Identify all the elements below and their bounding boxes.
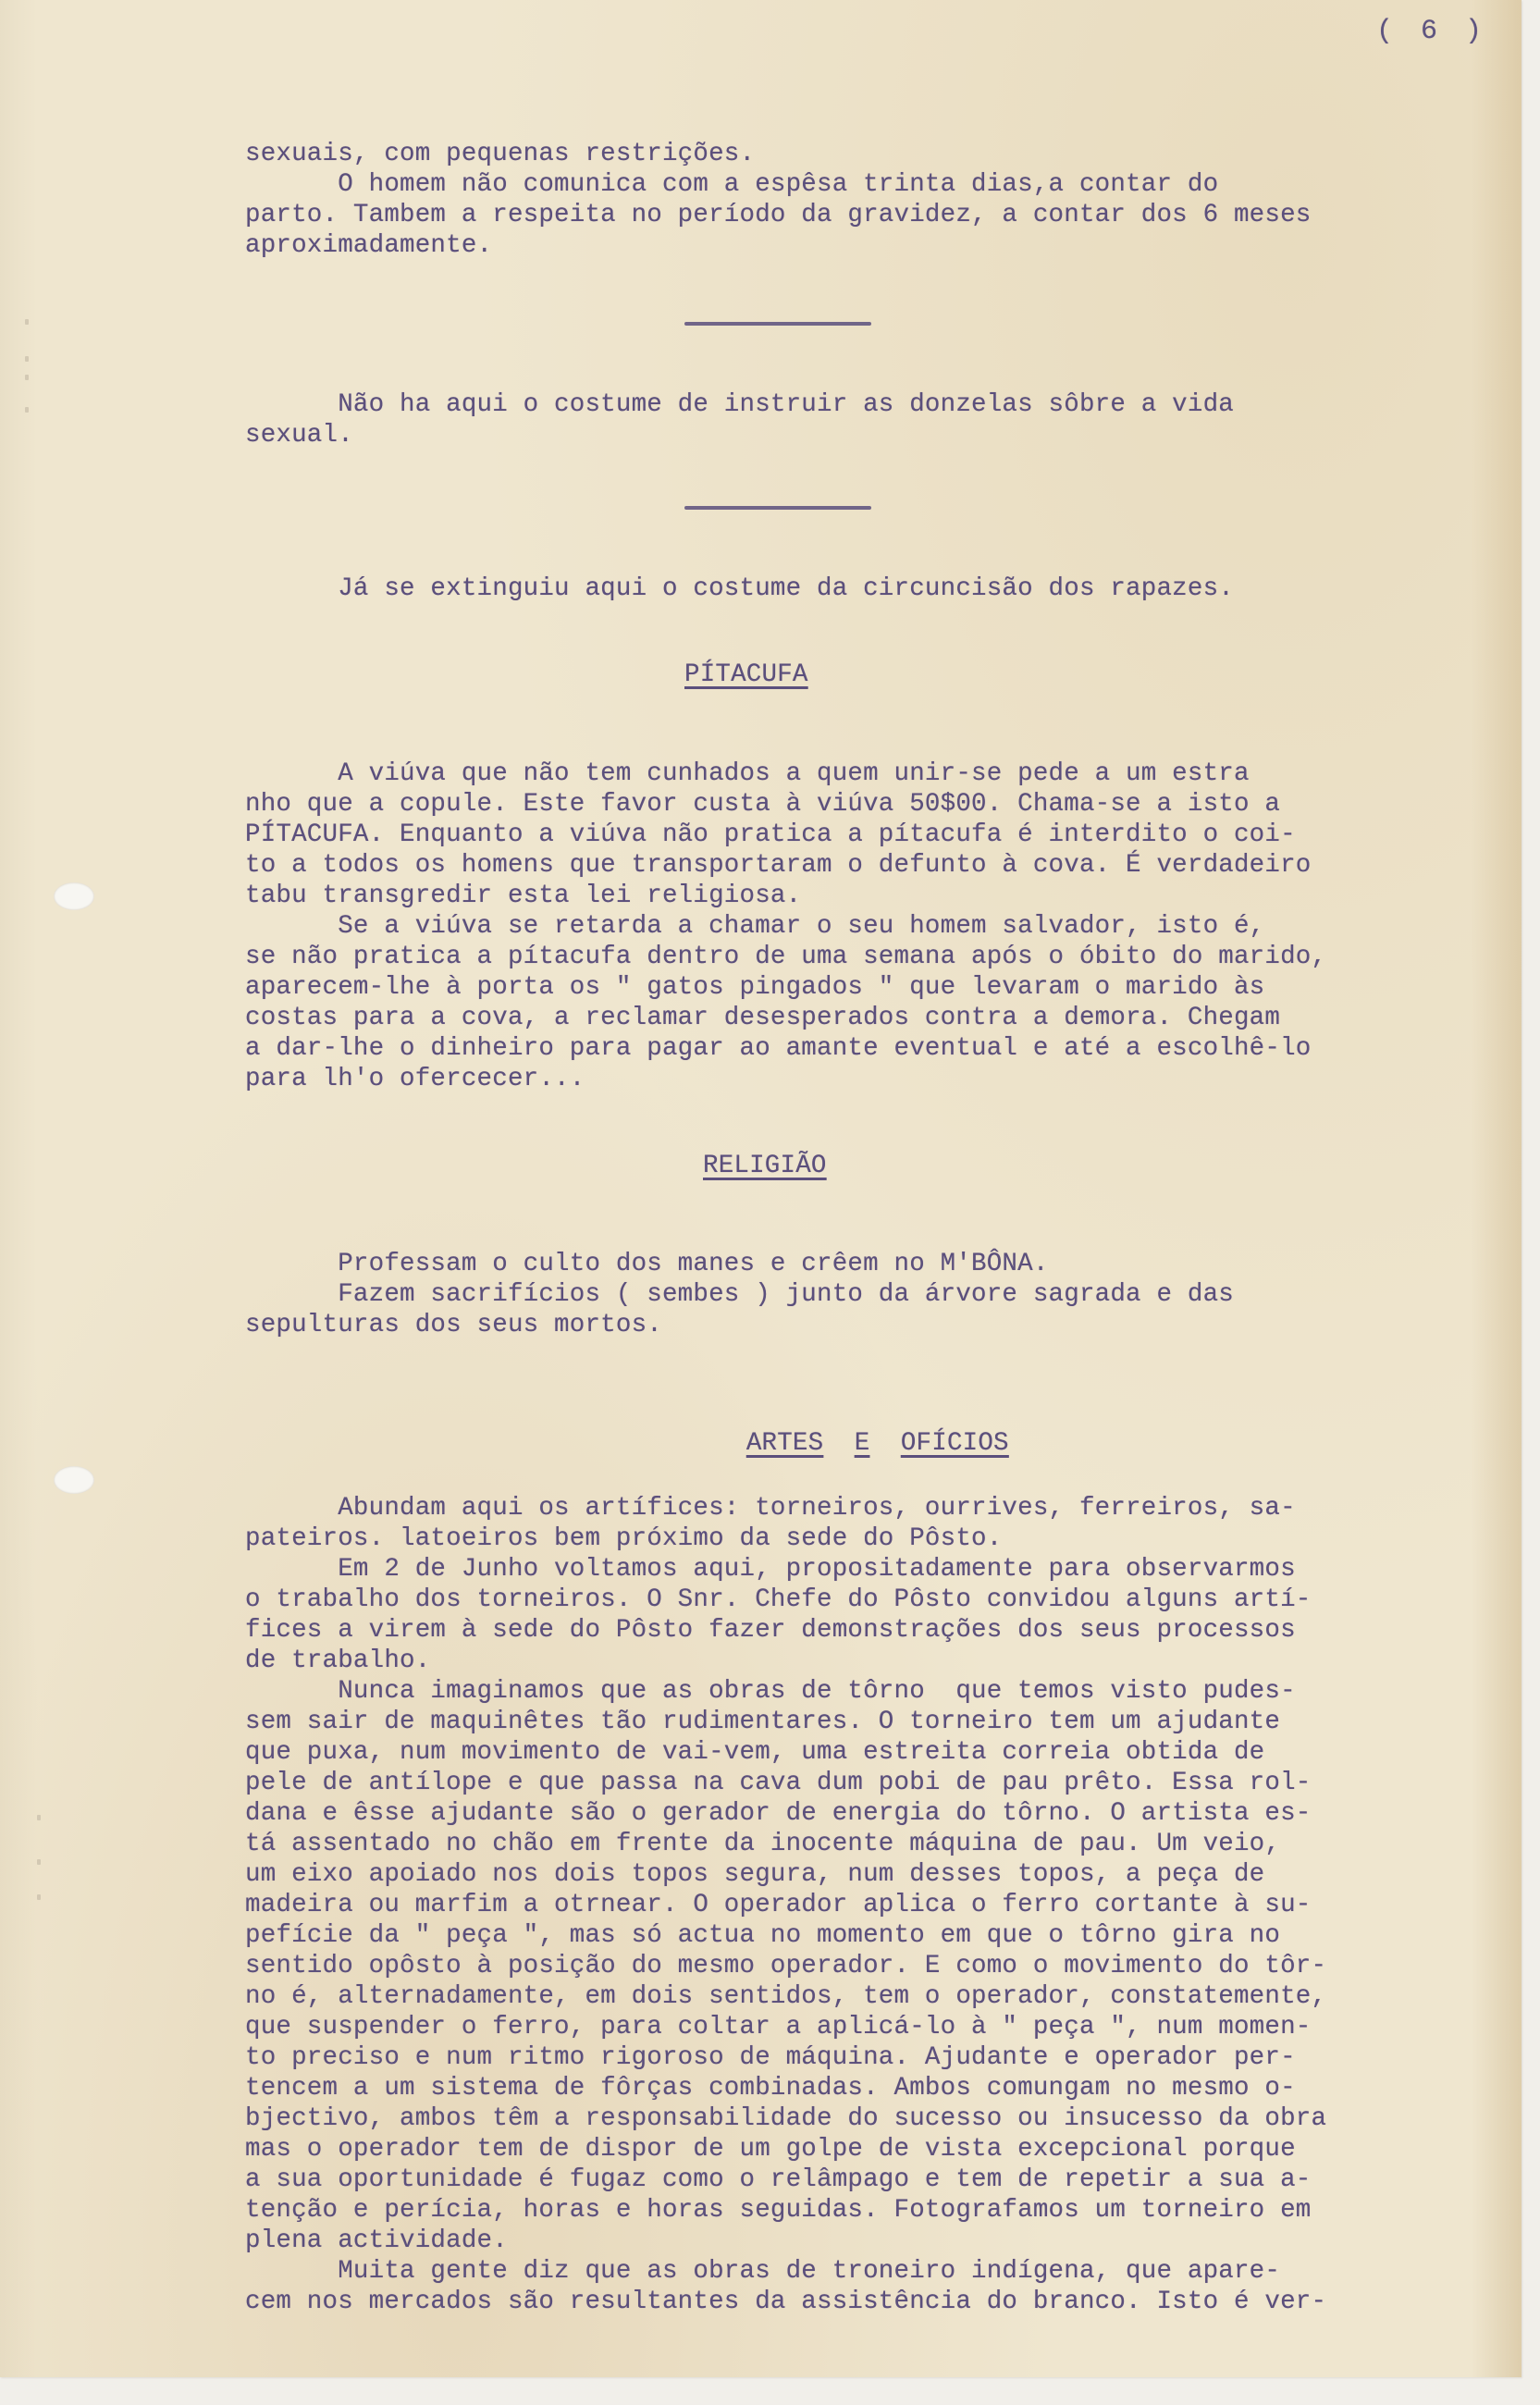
margin-mark bbox=[25, 319, 29, 325]
body-line: tabu transgredir esta lei religiosa. bbox=[245, 882, 802, 910]
body-line: no é, alternadamente, em dois sentidos, tem o operador, constatemente, bbox=[245, 1982, 1327, 2011]
body-line: Abundam aqui os artífices: torneiros, ourrives, ferreiros, sa- bbox=[245, 1494, 1296, 1523]
body-line: de trabalho. bbox=[245, 1646, 431, 1675]
heading-word: ARTES bbox=[745, 1429, 824, 1458]
body-line: que puxa, num movimento de vai-vem, uma estreita correia obtida de bbox=[245, 1738, 1265, 1767]
separator-line bbox=[684, 322, 871, 326]
body-line: pateiros. latoeiros bem próximo da sede do Pôsto. bbox=[245, 1524, 1003, 1553]
section-heading-pitacufa: PÍTACUFA bbox=[684, 660, 808, 689]
body-line: tenção e perícia, horas e horas seguidas. Fotografamos um torneiro em bbox=[245, 2196, 1312, 2225]
body-line: parto. Tambem a respeita no período da gravidez, a contar dos 6 meses bbox=[245, 201, 1312, 229]
body-line: pele de antílope e que passa na cava dum pobi de pau prêto. Essa rol- bbox=[245, 1769, 1312, 1797]
body-line: sexual. bbox=[245, 421, 353, 450]
body-line: aproximadamente. bbox=[245, 231, 493, 260]
margin-mark bbox=[25, 407, 29, 413]
body-line: fices a virem à sede do Pôsto fazer demonstrações dos seus processos bbox=[245, 1616, 1296, 1645]
punch-hole-top bbox=[54, 882, 94, 910]
heading-word: OFÍCIOS bbox=[900, 1429, 1009, 1458]
body-line: tá assentado no chão em frente da inocente máquina de pau. Um veio, bbox=[245, 1830, 1281, 1858]
body-line: Professam o culto dos manes e crêem no M'BÔNA. bbox=[245, 1250, 1049, 1278]
body-line: aparecem-lhe à porta os " gatos pingados " que levaram o marido às bbox=[245, 973, 1265, 1002]
section-heading-religiao: RELIGIÃO bbox=[703, 1152, 827, 1180]
separator-line bbox=[684, 506, 871, 510]
body-line: dana e êsse ajudante são o gerador de energia do tôrno. O artista es- bbox=[245, 1799, 1312, 1828]
heading-word: E bbox=[854, 1429, 870, 1458]
body-line: Fazem sacrifícios ( sembes ) junto da árvore sagrada e das bbox=[245, 1280, 1234, 1309]
body-line: PÍTACUFA. Enquanto a viúva não pratica a pítacufa é interdito o coi- bbox=[245, 820, 1296, 849]
body-line: Muita gente diz que as obras de troneiro indígena, que apare- bbox=[245, 2257, 1281, 2286]
body-line: Não ha aqui o costume de instruir as donzelas sôbre a vida bbox=[245, 390, 1234, 419]
body-line: mas o operador tem de dispor de um golpe de vista excepcional porque bbox=[245, 2135, 1296, 2164]
body-line: sem sair de maquinêtes tão rudimentares. O torneiro tem um ajudante bbox=[245, 1708, 1281, 1736]
body-line: sepulturas dos seus mortos. bbox=[245, 1311, 662, 1339]
body-line: Já se extinguiu aqui o costume da circuncisão dos rapazes. bbox=[245, 574, 1234, 603]
body-line: sexuais, com pequenas restrições. bbox=[245, 140, 756, 168]
body-line: Se a viúva se retarda a chamar o seu homem salvador, isto é, bbox=[245, 912, 1265, 941]
body-line: O homem não comunica com a espêsa trinta dias,a contar do bbox=[245, 170, 1219, 199]
body-line: A viúva que não tem cunhados a quem unir-se pede a um estra bbox=[245, 759, 1250, 788]
body-line: se não pratica a pítacufa dentro de uma semana após o óbito do marido, bbox=[245, 943, 1327, 971]
section-heading-artes-e-oficios bbox=[684, 1398, 1009, 1489]
body-line: para lh'o ofercecer... bbox=[245, 1065, 585, 1093]
body-line: que suspender o ferro, para coltar a aplicá-lo à " peça ", num momen- bbox=[245, 2013, 1312, 2041]
margin-mark bbox=[25, 356, 29, 362]
body-line: Em 2 de Junho voltamos aqui, propositadamente para observarmos bbox=[245, 1555, 1296, 1584]
body-line: Nunca imaginamos que as obras de tôrno que temos visto pudes- bbox=[245, 1677, 1296, 1706]
body-line: tencem a um sistema de fôrças combinadas. Ambos comungam no mesmo o- bbox=[245, 2074, 1296, 2103]
body-line: plena actividade. bbox=[245, 2226, 508, 2255]
body-line: to a todos os homens que transportaram o defunto à cova. É verdadeiro bbox=[245, 851, 1312, 880]
body-line: pefície da " peça ", mas só actua no momento em que o tôrno gira no bbox=[245, 1921, 1281, 1950]
margin-mark bbox=[37, 1894, 41, 1900]
body-line: to preciso e num ritmo rigoroso de máquina. Ajudante e operador per- bbox=[245, 2043, 1296, 2072]
body-line: um eixo apoiado nos dois topos segura, num desses topos, a peça de bbox=[245, 1860, 1265, 1889]
body-line: cem nos mercados são resultantes da assistência do branco. Isto é ver- bbox=[245, 2288, 1327, 2316]
body-line: o trabalho dos torneiros. O Snr. Chefe do Pôsto convidou alguns artí- bbox=[245, 1585, 1312, 1614]
body-line: bjectivo, ambos têm a responsabilidade do sucesso ou insucesso da obra bbox=[245, 2104, 1327, 2133]
margin-mark bbox=[25, 375, 29, 380]
body-line: sentido opôsto à posição do mesmo operador. E como o movimento do tôr- bbox=[245, 1952, 1327, 1980]
body-line: costas para a cova, a reclamar desesperados contra a demora. Chegam bbox=[245, 1004, 1281, 1032]
body-line: nho que a copule. Este favor custa à viúva 50$00. Chama-se a isto a bbox=[245, 790, 1281, 819]
page-number: ( 6 ) bbox=[1376, 16, 1488, 47]
body-line: a sua oportunidade é fugaz como o relâmpago e tem de repetir a sua a- bbox=[245, 2165, 1312, 2194]
punch-hole-bottom bbox=[54, 1466, 94, 1494]
body-line: madeira ou marfim a otrnear. O operador aplica o ferro cortante à su- bbox=[245, 1891, 1312, 1919]
body-line: a dar-lhe o dinheiro para pagar ao amante eventual e até a escolhê-lo bbox=[245, 1034, 1312, 1063]
margin-mark bbox=[37, 1859, 41, 1865]
margin-mark bbox=[37, 1815, 41, 1820]
